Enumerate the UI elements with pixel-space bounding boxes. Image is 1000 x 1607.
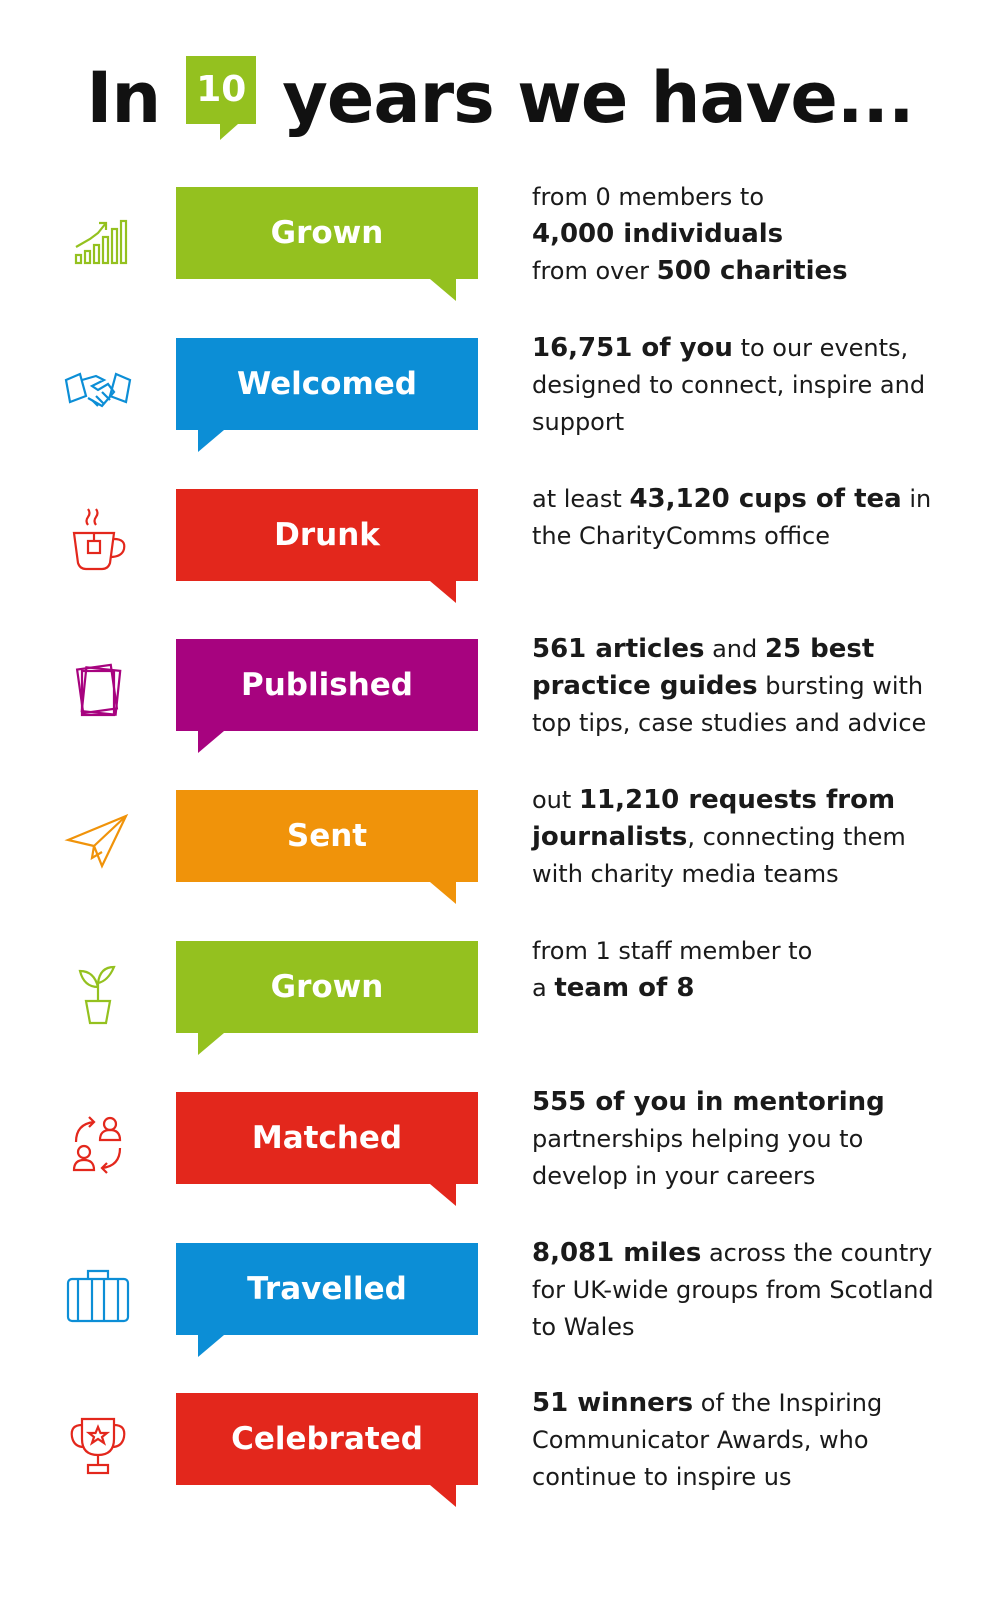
bubble-label: Travelled [247,1271,407,1307]
bubble-tail [198,1033,224,1055]
highlight-text: 51 winners [532,1388,694,1418]
description-text: bursting with top tips, case studies and advice [532,672,927,737]
achievement-row [0,333,1000,468]
achievement-description [532,179,952,290]
highlight-text: 561 articles [532,634,705,664]
description-text: and [704,635,765,663]
suitcase-icon [62,1259,134,1331]
bubble-label: Matched [251,1120,403,1156]
highlight-text: 25 best practice guides [532,634,875,701]
label-bubble [176,1243,478,1335]
description-text: out [532,786,579,814]
highlight-text: 43,120 cups of tea [629,484,902,514]
label-bubble [176,187,478,279]
description-text: a [532,974,555,1002]
description-text: across the country for UK-wide groups from Scotland to Wales [532,1239,934,1341]
growth-chart-icon [62,203,134,275]
achievement-description [532,782,952,893]
bubble-tail [430,882,456,904]
description-text: at least [532,485,630,513]
highlight-text: 4,000 individuals [532,219,784,249]
achievement-row [0,937,1000,1071]
title-prefix: In [86,57,161,139]
bubble-label: Grown [270,215,384,251]
label-bubble [176,338,478,430]
achievement-row [0,1388,1000,1523]
title-suffix: years we have... [282,57,914,139]
bubble-label: Published [241,667,413,703]
mentoring-exchange-icon [62,1108,134,1180]
description-text: , connecting them with charity media teams [532,823,906,888]
highlight-text: team of 8 [554,973,695,1003]
description-text: of the Inspiring Communicator Awards, who continue to inspire us [532,1389,883,1491]
bubble-label: Sent [286,818,368,854]
highlight-text: 8,081 miles [532,1238,702,1268]
description-text: to our events, designed to connect, inspire and support [532,334,926,436]
achievement-description [532,1385,952,1496]
achievement-description [532,933,952,1007]
bubble-tail [430,581,456,603]
description-text: in the CharityComms office [532,485,932,550]
bubble-label: Celebrated [231,1421,423,1457]
achievement-row [0,1087,1000,1222]
label-bubble [176,489,478,581]
highlight-text: 500 charities [656,256,848,286]
achievement-row [0,484,1000,619]
bubble-tail [198,1335,224,1357]
bubble-tail [430,1184,456,1206]
ten-badge: 10 [186,56,256,124]
description-text: from 1 staff member to [532,937,813,965]
bubble-label: Drunk [274,517,380,553]
bubble-tail [430,279,456,301]
bubble-tail [198,731,224,753]
paper-plane-icon [62,806,134,878]
bubble-label: Welcomed [237,366,417,402]
achievement-row [0,634,1000,769]
achievement-description [532,330,952,441]
highlight-text: 555 of you in mentoring [532,1087,885,1117]
achievement-row [0,785,1000,920]
bubble-tail [430,1485,456,1507]
achievement-description [532,1084,952,1195]
label-bubble [176,1092,478,1184]
achievement-description [532,481,952,555]
trophy-icon [62,1409,134,1481]
page-title [0,48,1000,148]
label-bubble [176,790,478,882]
achievement-description [532,631,952,742]
highlight-text: 11,210 requests from journalists [532,785,896,852]
documents-icon [62,655,134,727]
label-bubble [176,1393,478,1485]
bubble-tail [198,430,224,452]
description-text: from over [532,257,657,285]
handshake-icon [62,354,134,426]
achievement-description [532,1235,952,1346]
achievement-row [0,183,1000,317]
highlight-text: 16,751 of you [532,333,733,363]
description-text: partnerships helping you to develop in your careers [532,1125,864,1190]
label-bubble [176,941,478,1033]
plant-icon [62,957,134,1029]
bubble-label: Grown [270,969,384,1005]
description-text: from 0 members to [532,183,764,211]
label-bubble [176,639,478,731]
achievement-row [0,1238,1000,1373]
tea-cup-icon [62,505,134,577]
